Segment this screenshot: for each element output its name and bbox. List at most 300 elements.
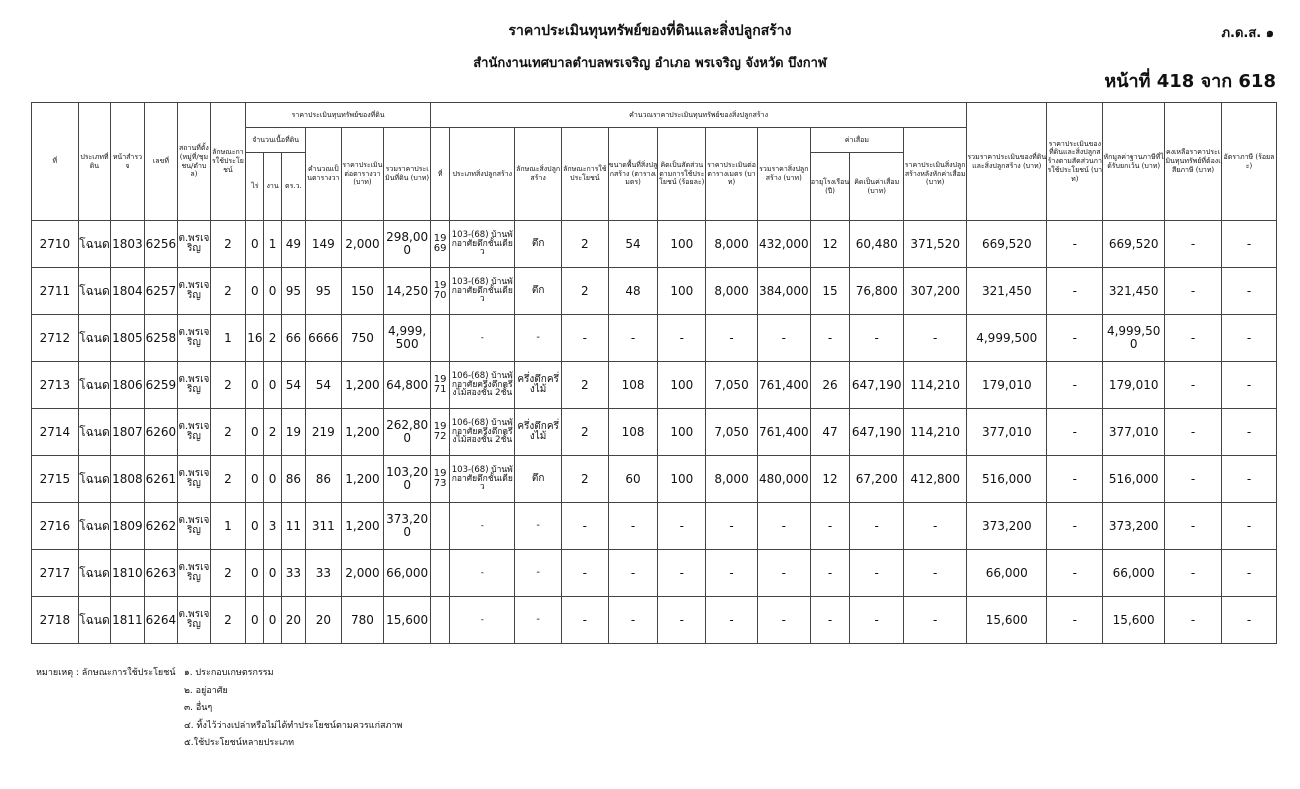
cell-b-ratio: 100 [658,456,706,503]
cell-remaining: - [1165,362,1222,409]
cell-b-after-dep: - [904,550,967,597]
col-b-style: ลักษณะสิ่งปลูกสร้าง [515,128,562,221]
cell-deduction: 669,520 [1103,221,1165,268]
cell-b-size: - [608,550,658,597]
cell-b-no: 1969 [431,221,450,268]
cell-b-size: 60 [608,456,658,503]
cell-land-type: โฉนด [78,409,110,456]
cell-b-ratio: 100 [658,409,706,456]
cell-no: 2718 [32,597,79,644]
cell-rai: 0 [246,268,264,315]
cell-deduction: 377,010 [1103,409,1165,456]
cell-sqwa: 19 [281,409,305,456]
cell-rai: 0 [246,597,264,644]
col-b-ratio: คิดเป็นสัดส่วนตามการใช้ประโยชน์ (ร้อยละ) [658,128,706,221]
cell-land-use: 1 [210,503,246,550]
cell-survey-page: 1806 [111,362,145,409]
cell-total-value: 377,010 [967,409,1047,456]
cell-b-type: 103-(68) บ้านพักอาศัยตึกชั้นเดียว [450,221,515,268]
cell-remaining: - [1165,221,1222,268]
cell-b-total: 384,000 [757,268,810,315]
cell-land-value: 14,250 [384,268,431,315]
cell-b-no [431,550,450,597]
cell-location: ต.พรเจริญ [178,456,210,503]
table-row [32,268,1277,315]
cell-b-type: 106-(68) บ้านพักอาศัยครึ่งตึกครึ่งไม้สองชั้น 2ชั้น [450,409,515,456]
cell-b-after-dep: 114,210 [904,409,967,456]
cell-area-total: 6666 [306,315,342,362]
cell-remaining: - [1165,597,1222,644]
cell-land-type: โฉนด [78,315,110,362]
cell-b-type: - [450,550,515,597]
cell-tax-rate: - [1222,315,1277,362]
cell-ratio-value: - [1047,221,1103,268]
cell-b-ratio: 100 [658,362,706,409]
cell-deduction: 179,010 [1103,362,1165,409]
cell-b-use: 2 [561,268,608,315]
cell-area-total: 95 [306,268,342,315]
col-b-no: ที่ [431,128,450,221]
cell-rai: 0 [246,503,264,550]
cell-price-sqwa: 2,000 [341,550,384,597]
cell-remaining: - [1165,315,1222,362]
cell-b-ratio: 100 [658,268,706,315]
cell-land-use: 2 [210,456,246,503]
cell-land-use: 2 [210,268,246,315]
cell-ratio-value: - [1047,315,1103,362]
cell-b-dep: 60,480 [850,221,904,268]
cell-b-type: - [450,315,515,362]
cell-b-use: 2 [561,221,608,268]
cell-price-sqwa: 150 [341,268,384,315]
cell-b-total: - [757,597,810,644]
cell-land-type: โฉนด [78,456,110,503]
group-building: คำนวณราคาประเมินทุนทรัพย์ของสิ่งปลูกสร้าง [431,103,967,128]
cell-land-value: 103,200 [384,456,431,503]
cell-number: 6262 [144,503,178,550]
cell-area-total: 311 [306,503,342,550]
cell-no: 2715 [32,456,79,503]
cell-total-value: 179,010 [967,362,1047,409]
cell-b-total: - [757,315,810,362]
cell-land-value: 4,999,500 [384,315,431,362]
cell-b-size: 108 [608,409,658,456]
cell-b-age: 12 [810,221,850,268]
cell-b-age: 12 [810,456,850,503]
cell-b-dep: - [850,503,904,550]
cell-deduction: 373,200 [1103,503,1165,550]
cell-b-after-dep: - [904,503,967,550]
cell-land-type: โฉนด [78,362,110,409]
cell-b-ratio: - [658,503,706,550]
col-remaining: คงเหลือราคาประเมินทุนทรัพย์ที่ต้องเสียภาษี (บาท) [1165,103,1222,221]
cell-price-sqwa: 1,200 [341,503,384,550]
cell-land-type: โฉนด [78,503,110,550]
cell-location: ต.พรเจริญ [178,550,210,597]
col-rai: ไร่ [246,153,264,221]
col-tax-rate: อัตราภาษี (ร้อยละ) [1222,103,1277,221]
cell-b-age: 47 [810,409,850,456]
cell-b-size: 54 [608,221,658,268]
cell-b-price-sqm: - [706,503,758,550]
cell-b-after-dep: 307,200 [904,268,967,315]
cell-b-size: - [608,597,658,644]
cell-location: ต.พรเจริญ [178,503,210,550]
cell-b-use: 2 [561,409,608,456]
cell-location: ต.พรเจริญ [178,268,210,315]
cell-b-age: 15 [810,268,850,315]
cell-area-total: 219 [306,409,342,456]
cell-land-type: โฉนด [78,221,110,268]
cell-b-price-sqm: 7,050 [706,362,758,409]
cell-price-sqwa: 2,000 [341,221,384,268]
cell-location: ต.พรเจริญ [178,315,210,362]
col-b-after-dep: ราคาประเมินสิ่งปลูกสร้างหลังหักค่าเสื่อม (บาท) [904,128,967,221]
cell-survey-page: 1807 [111,409,145,456]
cell-number: 6257 [144,268,178,315]
cell-price-sqwa: 1,200 [341,362,384,409]
cell-b-size: 108 [608,362,658,409]
note-item: ๓. อื่นๆ [184,703,213,713]
cell-b-total: - [757,503,810,550]
cell-land-use: 2 [210,550,246,597]
cell-b-size: - [608,315,658,362]
assessment-table [31,102,1277,644]
cell-land-type: โฉนด [78,268,110,315]
cell-total-value: 66,000 [967,550,1047,597]
cell-b-ratio: - [658,315,706,362]
cell-b-use: 2 [561,362,608,409]
page-title: ราคาประเมินทุนทรัพย์ของที่ดินและสิ่งปลูกสร้าง [508,23,792,39]
cell-total-value: 321,450 [967,268,1047,315]
table-row [32,456,1277,503]
cell-deduction: 321,450 [1103,268,1165,315]
cell-no: 2712 [32,315,79,362]
cell-sqwa: 20 [281,597,305,644]
cell-b-style: - [515,597,562,644]
table-row [32,409,1277,456]
cell-land-value: 66,000 [384,550,431,597]
cell-b-dep: 76,800 [850,268,904,315]
cell-ngan: 0 [264,550,281,597]
note-label: หมายเหตุ : ลักษณะการใช้ประโยชน์ [36,668,176,678]
cell-b-type: - [450,503,515,550]
cell-land-value: 298,000 [384,221,431,268]
cell-ratio-value: - [1047,409,1103,456]
cell-price-sqwa: 750 [341,315,384,362]
cell-rai: 0 [246,362,264,409]
cell-b-size: 48 [608,268,658,315]
cell-area-total: 33 [306,550,342,597]
col-ratio-value: ราคาประเมินของที่ดินและสิ่งปลูกสร้างตามสัดส่วนการใช้ประโยชน์ (บาท) [1047,103,1103,221]
cell-ratio-value: - [1047,503,1103,550]
cell-b-type: 103-(68) บ้านพักอาศัยตึกชั้นเดียว [450,456,515,503]
cell-b-after-dep: - [904,597,967,644]
cell-area-total: 86 [306,456,342,503]
cell-b-price-sqm: - [706,597,758,644]
cell-land-value: 262,800 [384,409,431,456]
cell-b-dep: 647,190 [850,362,904,409]
col-land-use: ลักษณะการใช้ประโยชน์ [210,103,246,221]
cell-b-dep: - [850,597,904,644]
cell-b-use: 2 [561,456,608,503]
cell-land-use: 2 [210,221,246,268]
cell-ngan: 0 [264,268,281,315]
cell-tax-rate: - [1222,503,1277,550]
cell-b-use: - [561,503,608,550]
cell-deduction: 15,600 [1103,597,1165,644]
cell-b-no: 1972 [431,409,450,456]
cell-b-ratio: - [658,550,706,597]
cell-total-value: 669,520 [967,221,1047,268]
cell-survey-page: 1810 [111,550,145,597]
cell-b-no [431,315,450,362]
cell-rai: 0 [246,221,264,268]
cell-survey-page: 1803 [111,221,145,268]
cell-sqwa: 86 [281,456,305,503]
cell-b-style: - [515,550,562,597]
cell-b-after-dep: 412,800 [904,456,967,503]
cell-ngan: 0 [264,362,281,409]
form-code: ภ.ด.ส. ๑ [1221,26,1274,41]
cell-rai: 0 [246,456,264,503]
cell-b-age: - [810,597,850,644]
footnote [36,665,402,753]
cell-b-price-sqm: 8,000 [706,456,758,503]
cell-land-use: 2 [210,597,246,644]
cell-land-use: 1 [210,315,246,362]
cell-ratio-value: - [1047,597,1103,644]
cell-total-value: 4,999,500 [967,315,1047,362]
cell-remaining: - [1165,268,1222,315]
note-item: ๑. ประกอบเกษตรกรรม [184,668,274,678]
cell-b-no: 1970 [431,268,450,315]
cell-b-no: 1973 [431,456,450,503]
col-b-total: รวมราคาสิ่งปลูกสร้าง (บาท) [757,128,810,221]
cell-tax-rate: - [1222,409,1277,456]
cell-b-style: ครึ่งตึกครึ่งไม้ [515,362,562,409]
cell-b-ratio: 100 [658,221,706,268]
table-row [32,362,1277,409]
cell-b-dep: 647,190 [850,409,904,456]
cell-tax-rate: - [1222,362,1277,409]
cell-ratio-value: - [1047,268,1103,315]
cell-b-style: - [515,315,562,362]
cell-number: 6263 [144,550,178,597]
cell-b-ratio: - [658,597,706,644]
cell-b-age: - [810,550,850,597]
cell-b-type: - [450,597,515,644]
cell-number: 6260 [144,409,178,456]
group-depreciation: ค่าเสื่อม [810,128,903,153]
cell-deduction: 516,000 [1103,456,1165,503]
cell-ngan: 1 [264,221,281,268]
cell-remaining: - [1165,456,1222,503]
cell-no: 2710 [32,221,79,268]
col-ngan: งาน [264,153,281,221]
cell-number: 6264 [144,597,178,644]
cell-b-style: ตึก [515,268,562,315]
cell-ngan: 3 [264,503,281,550]
col-survey-page: หน้าสำรวจ [111,103,145,221]
col-total-value: รวมราคาประเมินของที่ดินและสิ่งปลูกสร้าง (บาท) [967,103,1047,221]
cell-b-no: 1971 [431,362,450,409]
col-b-use: ลักษณะการใช้ประโยชน์ [561,128,608,221]
cell-ngan: 2 [264,315,281,362]
cell-price-sqwa: 1,200 [341,409,384,456]
table-row [32,550,1277,597]
cell-tax-rate: - [1222,550,1277,597]
cell-area-total: 20 [306,597,342,644]
cell-no: 2716 [32,503,79,550]
cell-location: ต.พรเจริญ [178,409,210,456]
cell-b-after-dep: - [904,315,967,362]
cell-sqwa: 95 [281,268,305,315]
col-area-total: คำนวณเป็นตารางวา [306,128,342,221]
table-row [32,503,1277,550]
cell-number: 6256 [144,221,178,268]
cell-b-no [431,503,450,550]
cell-land-value: 15,600 [384,597,431,644]
cell-no: 2711 [32,268,79,315]
cell-sqwa: 11 [281,503,305,550]
cell-b-total: - [757,550,810,597]
table-row [32,597,1277,644]
cell-land-type: โฉนด [78,550,110,597]
note-item: ๔. ทิ้งไว้ว่างเปล่าหรือไม่ได้ทำประโยชน์ตามควรแก่สภาพ [184,720,403,731]
cell-rai: 16 [246,315,264,362]
cell-b-style: - [515,503,562,550]
cell-b-size: - [608,503,658,550]
cell-no: 2717 [32,550,79,597]
cell-b-dep: - [850,315,904,362]
cell-rai: 0 [246,550,264,597]
col-no: ที่ [32,103,79,221]
cell-land-type: โฉนด [78,597,110,644]
cell-b-age: - [810,315,850,362]
cell-b-total: 432,000 [757,221,810,268]
cell-b-style: ครึ่งตึกครึ่งไม้ [515,409,562,456]
cell-remaining: - [1165,503,1222,550]
cell-b-use: - [561,597,608,644]
note-item: ๕.ใช้ประโยชน์หลายประเภท [184,738,295,748]
cell-b-dep: - [850,550,904,597]
group-area: จำนวนเนื้อที่ดิน [246,128,306,153]
cell-sqwa: 66 [281,315,305,362]
cell-ratio-value: - [1047,456,1103,503]
cell-area-total: 149 [306,221,342,268]
cell-b-style: ตึก [515,456,562,503]
col-price-sqwa: ราคาประเมินต่อตารางวา (บาท) [341,128,384,221]
col-b-type: ประเภทสิ่งปลูกสร้าง [450,128,515,221]
col-location: สถานที่ตั้ง(หมู่ที่/ชุมชน/ตำบล) [178,103,210,221]
cell-survey-page: 1811 [111,597,145,644]
cell-price-sqwa: 1,200 [341,456,384,503]
cell-ngan: 0 [264,456,281,503]
cell-b-age: - [810,503,850,550]
cell-sqwa: 49 [281,221,305,268]
cell-remaining: - [1165,409,1222,456]
cell-b-type: 106-(68) บ้านพักอาศัยครึ่งตึกครึ่งไม้สองชั้น 2ชั้น [450,362,515,409]
cell-no: 2713 [32,362,79,409]
note-item: ๒. อยู่อาศัย [184,685,228,696]
col-deduction: หักมูลค่าฐานภาษีที่ได้รับยกเว้น (บาท) [1103,103,1165,221]
cell-b-after-dep: 371,520 [904,221,967,268]
cell-sqwa: 33 [281,550,305,597]
col-sqwa: ตร.ว. [281,153,305,221]
col-b-age: อายุโรงเรือน (ปี) [810,153,850,221]
group-land: ราคาประเมินทุนทรัพย์ของที่ดิน [246,103,431,128]
cell-b-price-sqm: - [706,315,758,362]
cell-b-type: 103-(68) บ้านพักอาศัยตึกชั้นเดียว [450,268,515,315]
col-number: เลขที่ [144,103,178,221]
cell-b-price-sqm: 8,000 [706,221,758,268]
cell-ratio-value: - [1047,550,1103,597]
col-b-price-sqm: ราคาประเมินต่อตารางเมตร (บาท) [706,128,758,221]
cell-b-after-dep: 114,210 [904,362,967,409]
cell-remaining: - [1165,550,1222,597]
cell-b-no [431,597,450,644]
cell-b-use: - [561,315,608,362]
cell-tax-rate: - [1222,597,1277,644]
cell-area-total: 54 [306,362,342,409]
cell-b-use: - [561,550,608,597]
table-body [32,221,1277,644]
cell-tax-rate: - [1222,221,1277,268]
cell-b-total: 761,400 [757,409,810,456]
cell-tax-rate: - [1222,456,1277,503]
cell-location: ต.พรเจริญ [178,221,210,268]
cell-location: ต.พรเจริญ [178,597,210,644]
cell-survey-page: 1808 [111,456,145,503]
cell-location: ต.พรเจริญ [178,362,210,409]
cell-total-value: 516,000 [967,456,1047,503]
col-land-type: ประเภทที่ดิน [78,103,110,221]
cell-sqwa: 54 [281,362,305,409]
cell-total-value: 15,600 [967,597,1047,644]
cell-survey-page: 1805 [111,315,145,362]
col-land-value: รวมราคาประเมินที่ดิน (บาท) [384,128,431,221]
cell-deduction: 4,999,500 [1103,315,1165,362]
cell-b-age: 26 [810,362,850,409]
cell-land-value: 373,200 [384,503,431,550]
col-b-size: ขนาดพื้นที่สิ่งปลูกสร้าง (ตารางเมตร) [608,128,658,221]
cell-b-price-sqm: 8,000 [706,268,758,315]
cell-survey-page: 1809 [111,503,145,550]
cell-no: 2714 [32,409,79,456]
cell-b-price-sqm: - [706,550,758,597]
cell-ngan: 0 [264,597,281,644]
cell-number: 6259 [144,362,178,409]
cell-total-value: 373,200 [967,503,1047,550]
cell-tax-rate: - [1222,268,1277,315]
page-number: หน้าที่ 418 จาก 618 [1104,71,1276,92]
cell-land-use: 2 [210,362,246,409]
cell-b-dep: 67,200 [850,456,904,503]
cell-price-sqwa: 780 [341,597,384,644]
cell-survey-page: 1804 [111,268,145,315]
cell-b-total: 480,000 [757,456,810,503]
cell-ngan: 2 [264,409,281,456]
col-b-dep: คิดเป็นค่าเสื่อม (บาท) [850,153,904,221]
cell-b-style: ตึก [515,221,562,268]
table-row [32,221,1277,268]
cell-b-total: 761,400 [757,362,810,409]
cell-land-value: 64,800 [384,362,431,409]
cell-ratio-value: - [1047,362,1103,409]
cell-number: 6258 [144,315,178,362]
cell-deduction: 66,000 [1103,550,1165,597]
